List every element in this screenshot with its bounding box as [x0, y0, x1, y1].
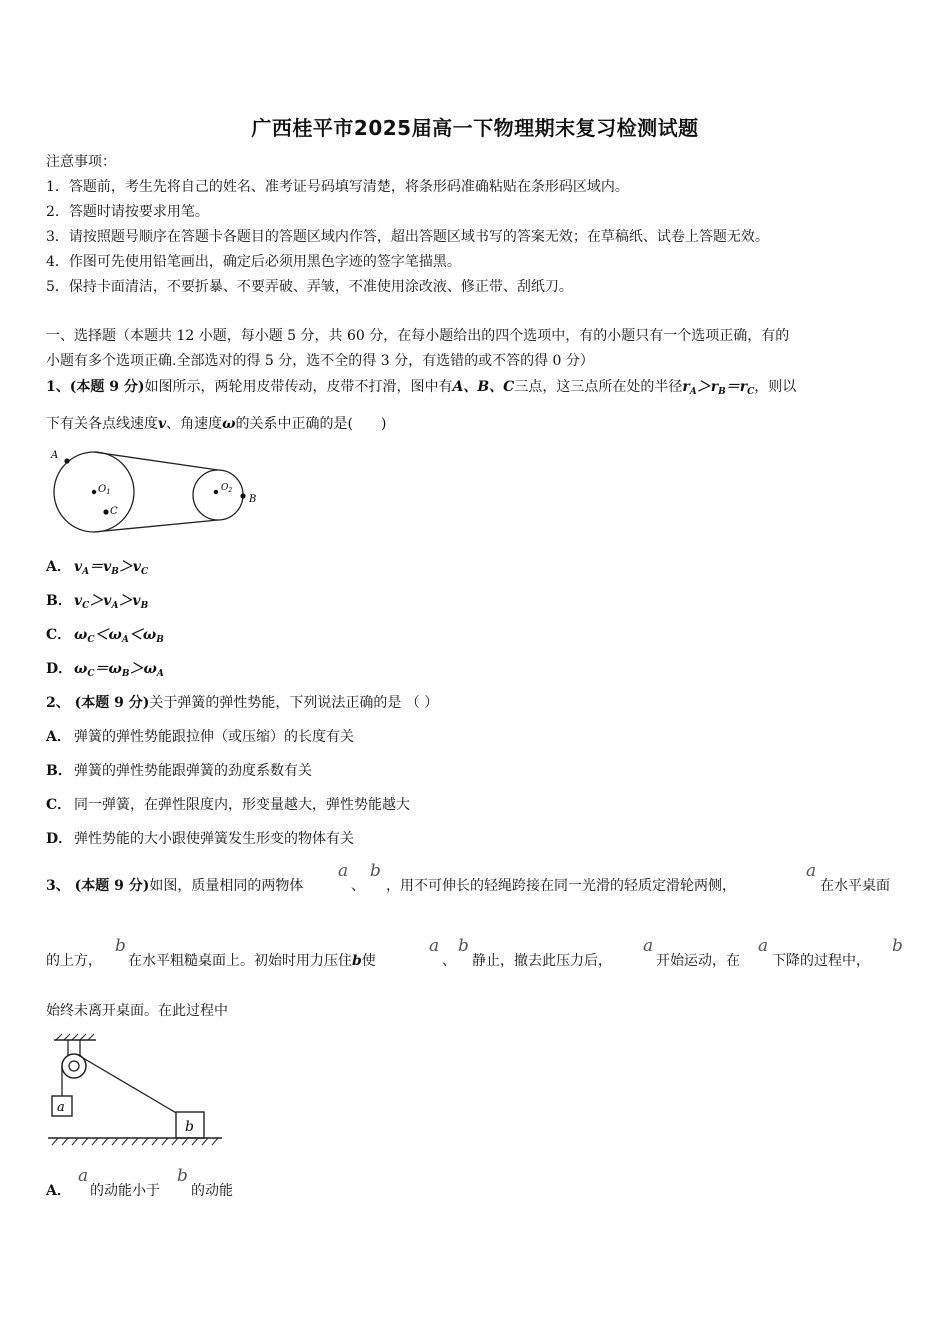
var-a: a	[643, 936, 654, 956]
question-text: 在水平桌面	[820, 878, 890, 894]
option-label: B．	[46, 763, 72, 779]
separator: 、	[442, 953, 456, 969]
q1-option-b[interactable]	[46, 591, 148, 611]
section-heading: 一、选择题（本题共 12 小题，每小题 5 分，共 60 分，在每小题给出的四个选项中，有的小题只有一个选项正确，有的	[46, 328, 790, 344]
question-1-line-2	[46, 414, 386, 434]
question-text: ，则以	[754, 379, 797, 395]
label-B: B	[249, 494, 257, 505]
point-labels: A、B、C	[452, 379, 515, 395]
notice-item: 2．答题时请按要求用笔。	[46, 204, 209, 220]
table-hatch	[52, 1138, 218, 1145]
question-text: 、角速度	[166, 416, 223, 432]
option-text: 弹簧的弹性势能跟弹簧的劲度系数有关	[74, 763, 312, 779]
question-text: 的关系中正确的是( )	[235, 416, 387, 432]
option-label: D．	[46, 831, 73, 847]
question-1-line-1	[46, 377, 796, 397]
notice-item: 1．答题前，考生先将自己的姓名、准考证号码填写清楚，将条形码准确粘贴在条形码区域内。	[46, 179, 629, 195]
point-B	[240, 493, 245, 498]
q2-option-c[interactable]	[46, 795, 410, 815]
option-text: $v_C>v_A>v_B$	[74, 593, 149, 611]
option-label: C．	[46, 627, 72, 643]
var-a: a	[806, 861, 817, 881]
question-3-line-3: 始终未离开桌面。在此过程中	[46, 1003, 228, 1019]
q1-option-c[interactable]	[46, 625, 164, 645]
var-b: b	[115, 936, 126, 956]
option-text: 弹性势能的大小跟使弹簧发生形变的物体有关	[74, 831, 354, 847]
question-2	[46, 693, 438, 713]
var-a: a	[338, 861, 349, 881]
q2-option-b[interactable]	[46, 761, 312, 781]
option-text: 的动能	[191, 1183, 233, 1199]
question-number: 3、 (本题 9 分)	[46, 878, 150, 894]
small-wheel	[193, 470, 243, 520]
velocity-symbol: v	[158, 416, 167, 432]
page-title: 广西桂平市2025届高一下物理期末复习检测试题	[251, 116, 699, 140]
block-b-label: b	[185, 1119, 194, 1135]
notice-heading: 注意事项：	[46, 154, 116, 170]
question-text: 如图，质量相同的两物体	[149, 878, 304, 894]
option-text: 弹簧的弹性势能跟拉伸（或压缩）的长度有关	[74, 729, 354, 745]
q1-option-d[interactable]	[46, 659, 164, 679]
notice-item: 3．请按照题号顺序在答题卡各题目的答题区域内作答，超出答题区域书写的答案无效；在草稿纸、试卷上答题无效。	[46, 229, 769, 245]
question-text: 静止，撤去此压力后，	[472, 953, 612, 969]
notice-item: 4．作图可先使用铅笔画出，确定后必须用黑色字迹的签字笔描黑。	[46, 254, 461, 270]
option-label: C．	[46, 797, 72, 813]
option-label: A．	[46, 559, 71, 575]
separator: 、	[351, 878, 365, 894]
option-text: $v_A=v_B>v_C$	[74, 559, 149, 577]
radius-relation: $r_A>r_B=r_C$	[682, 379, 755, 397]
point-O1	[92, 490, 96, 494]
option-label: B．	[46, 593, 72, 609]
point-C	[103, 509, 108, 514]
question-text: 下有关各点线速度	[46, 416, 158, 432]
option-text: 同一弹簧，在弹性限度内，形变量越大，弹性势能越大	[74, 797, 410, 813]
block-a-label: a	[57, 1100, 65, 1115]
question-number: 1、(本题 9 分)	[46, 379, 145, 395]
rope-b	[78, 1055, 178, 1114]
var-b: b	[177, 1166, 188, 1186]
ceiling-hatch	[56, 1034, 94, 1040]
omega-symbol: ω	[222, 416, 236, 432]
option-label: A．	[46, 729, 71, 745]
question-text: 三点，这三点所在处的半径	[514, 379, 683, 395]
section-note: 小题有多个选项正确.全部选对的得 5 分，选不全的得 3 分，有选错的或不答的得 0 分）	[46, 353, 594, 369]
option-label: A．	[46, 1183, 71, 1199]
q1-option-a[interactable]	[46, 557, 148, 577]
question-text: 的上方，	[46, 953, 102, 969]
pulley-figure	[46, 1032, 226, 1152]
notice-item: 5．保持卡面清洁，不要折暴、不要弄破、弄皱，不准使用涂改液、修正带、刮纸刀。	[46, 279, 573, 295]
q2-option-a[interactable]	[46, 727, 354, 747]
option-label: D．	[46, 661, 73, 677]
question-text: 在水平粗糙桌面上。初始时用力压住b使	[128, 953, 376, 969]
option-text: $\omega_C<\omega_A<\omega_B$	[74, 627, 164, 645]
option-text: $\omega_C=\omega_B>\omega_A$	[74, 661, 164, 679]
var-a: a	[758, 936, 769, 956]
var-a: a	[429, 936, 440, 956]
belt-pulley-figure	[46, 446, 276, 536]
question-text: 开始运动，在	[656, 953, 740, 969]
question-text: ，用不可伸长的轻绳跨接在同一光滑的轻质定滑轮两侧，	[386, 878, 736, 894]
point-O2	[214, 490, 218, 494]
var-b: b	[892, 936, 903, 956]
belt-bottom	[94, 520, 218, 532]
question-text: 关于弹簧的弹性势能，下列说法正确的是 （ ）	[149, 695, 439, 711]
label-A: A	[51, 450, 59, 461]
var-a: a	[78, 1166, 89, 1186]
question-text: 下降的过程中，	[772, 953, 870, 969]
var-b: b	[370, 861, 381, 881]
option-text: 的动能小于	[90, 1183, 160, 1199]
label-O2: $O_2$	[221, 483, 233, 494]
label-C: C	[110, 506, 118, 517]
label-O1: $O_1$	[98, 484, 111, 496]
q3-option-a[interactable]	[46, 1181, 74, 1201]
point-A	[64, 458, 69, 463]
var-b: b	[458, 936, 469, 956]
question-number: 2、 (本题 9 分)	[46, 695, 150, 711]
question-text: 如图所示，两轮用皮带传动，皮带不打滑，图中有	[144, 379, 453, 395]
question-3-line-1	[46, 876, 303, 896]
belt-top	[94, 452, 218, 470]
q2-option-d[interactable]	[46, 829, 354, 849]
